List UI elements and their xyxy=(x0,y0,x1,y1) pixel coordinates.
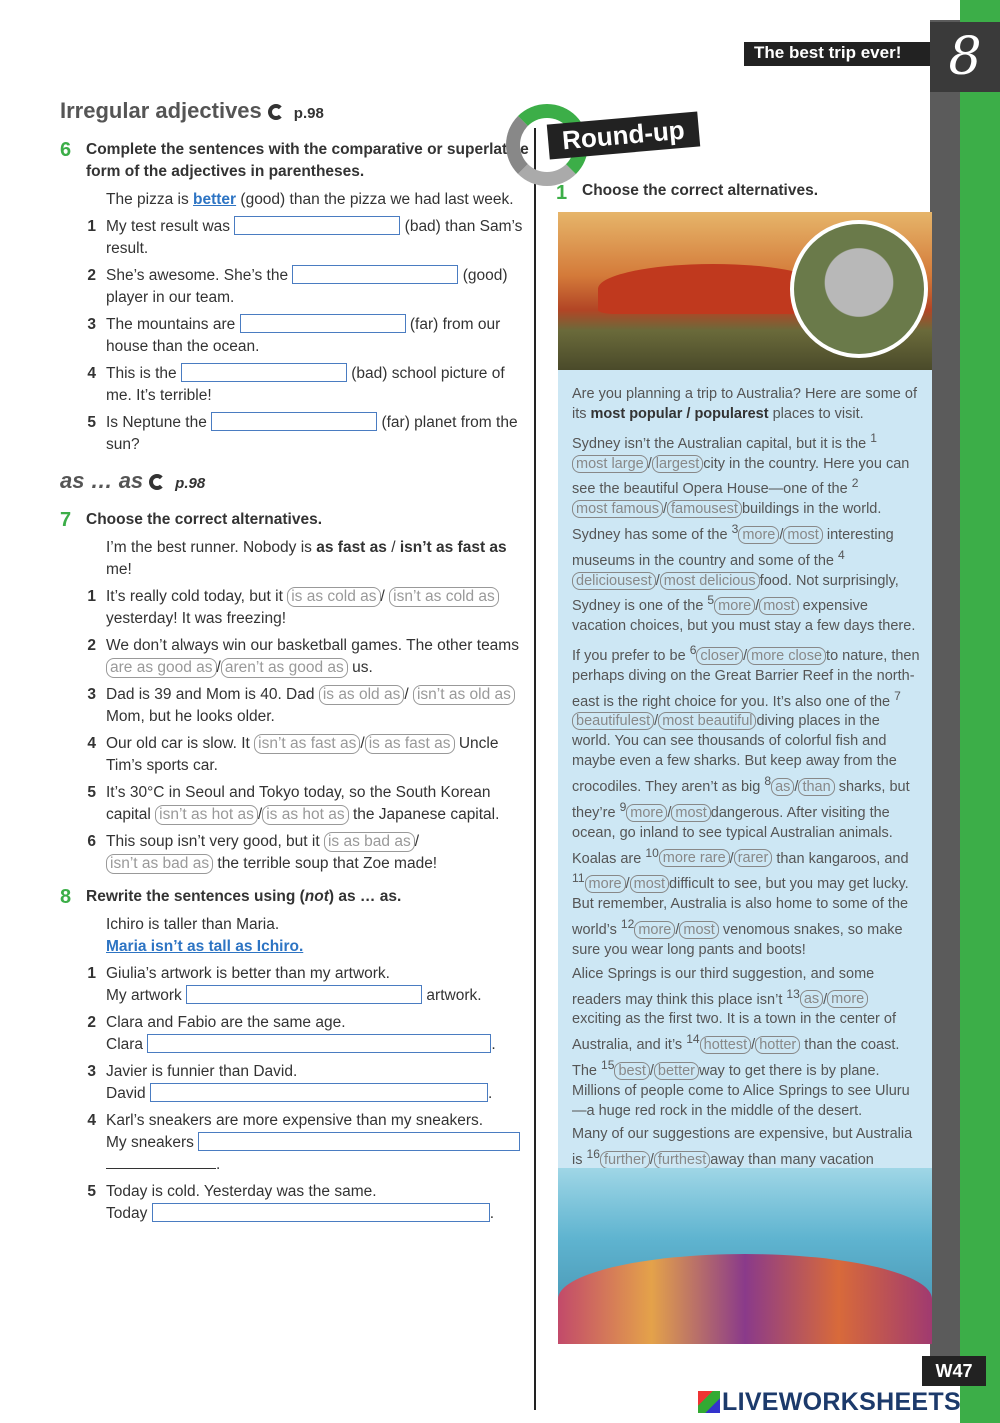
option[interactable]: closer xyxy=(696,647,743,665)
example-item: Ichiro is taller than Maria. Maria isn’t as tall as Ichiro. xyxy=(106,916,304,955)
paragraph-reef: If you prefer to be $^6$ closer / more close to nature, then perhaps diving on the Great Barrier Reef in the north-east is the right choice for you. It’s also one of the $^7$beautifulest / most beautiful diving places in the world. You can see thousands of colorful fish and maybe even a few sharks. But keep away from the crocodiles. They aren’t as big $^8$ as / than sharks, but they’re $^9$ more / most dangerous. After visiting the ocean, go inland to see typical Australian animals. Koalas are $^{10}$ more rare / rarer than kangaroos, and $^{11}$ more / most difficult to see, but you may get lucky. But remember, Australia is also home to some of the world’s $^{12}$ more / most venomous snakes, so make sure you wear long pants and boots! xyxy=(572,643,920,958)
option[interactable]: more xyxy=(714,597,755,615)
unit-title: The best trip ever! xyxy=(744,42,930,66)
option[interactable]: most xyxy=(671,804,710,822)
option[interactable]: largest xyxy=(652,455,704,473)
answer-box[interactable] xyxy=(186,985,422,1004)
option-b[interactable]: isn’t as cold as xyxy=(389,587,499,607)
reference-icon xyxy=(268,104,284,120)
option[interactable]: most famous xyxy=(572,500,663,518)
answer-box[interactable] xyxy=(181,363,347,382)
answer-box[interactable] xyxy=(292,265,458,284)
example-item: The pizza is better (good) than the pizza we had last week. xyxy=(106,191,514,208)
ex6-item-2: 2 She’s awesome. She’s the (good) player in our team. xyxy=(87,267,508,306)
option[interactable]: more rare xyxy=(659,849,730,867)
ex7-item-6: 6 This soup isn’t very good, but it is as bad as / isn’t as bad as the terrible soup that Zoe made! xyxy=(87,833,438,872)
roundup-title: Round-up xyxy=(547,111,700,159)
answer-box[interactable] xyxy=(198,1132,520,1151)
green-edge-strip xyxy=(960,0,1000,1423)
paragraph-conclusion: Many of our suggestions are expensive, but Australia is $^{16}$ further / furthest away than many vacation xyxy=(572,1126,913,1169)
page-ref: p.98 xyxy=(293,105,324,122)
column-divider xyxy=(534,128,536,1410)
exercise-number: 8 xyxy=(60,886,72,908)
exercise-number: 7 xyxy=(60,509,72,531)
ex6-item-1: 1 My test result was (bad) than Sam’s result. xyxy=(87,218,523,257)
ex7-item-4: 4 Our old car is slow. It isn’t as fast as / is as fast as Uncle Tim’s sports car. xyxy=(87,735,499,774)
option[interactable]: more xyxy=(827,990,868,1008)
option[interactable]: rarer xyxy=(734,849,773,867)
section-title-text: as … as xyxy=(60,468,144,493)
exercise-8-instructions xyxy=(60,886,530,908)
option[interactable]: more close xyxy=(747,647,826,665)
page-ref: p.98 xyxy=(175,475,206,492)
option-a[interactable]: are as good as xyxy=(106,658,217,678)
option-b[interactable]: isn’t as old as xyxy=(413,685,515,705)
instructions: Complete the sentences with the comparative or superlative form of the adjectives in parentheses. xyxy=(86,141,529,180)
left-column xyxy=(60,100,530,1230)
paragraph-alice-springs: Alice Springs is our third suggestion, and some readers may think this place isn’t $^{13}$ as / more exciting as the first two. It is a town in the center of Australia, and it’s $^{14}$ hottest / hotter than the coast. The $^{15}$ best / better way to get there is by plane. Millions of people come to Alice Springs to see Uluru—a huge red rock in the middle of the desert. xyxy=(572,965,910,1119)
option-a[interactable]: is as cold as xyxy=(287,587,380,607)
intro-paragraph: Are you planning a trip to Australia? Here are some of its most popular / popularest places to visit. xyxy=(572,386,917,422)
option[interactable]: more xyxy=(585,875,626,893)
option[interactable]: famousest xyxy=(667,500,742,518)
uluru-koala-photo xyxy=(558,212,932,370)
edge-strip xyxy=(930,20,962,1380)
ex8-item-3: 3 Javier is funnier than David. David . xyxy=(87,1063,493,1102)
option-b[interactable]: is as fast as xyxy=(365,734,455,754)
option-a[interactable]: is as bad as xyxy=(324,832,415,852)
option[interactable]: as xyxy=(800,990,823,1008)
option[interactable]: most xyxy=(630,875,669,893)
answer-box[interactable] xyxy=(240,314,406,333)
answer-box[interactable] xyxy=(211,412,377,431)
ex8-item-1: 1 Giulia’s artwork is better than my artwork. My artwork artwork. xyxy=(87,965,482,1004)
option-a[interactable]: isn’t as hot as xyxy=(155,805,258,825)
example-item: I’m the best runner. Nobody is as fast as / isn’t as fast as me! xyxy=(106,539,507,578)
answer-box[interactable] xyxy=(234,216,400,235)
option[interactable]: better xyxy=(654,1062,699,1080)
ex6-item-5: 5 Is Neptune the (far) planet from the sun? xyxy=(87,414,518,453)
option[interactable]: more xyxy=(738,526,779,544)
koala-inset-photo xyxy=(790,220,928,358)
option[interactable]: hotter xyxy=(755,1036,800,1054)
option[interactable]: deliciousest xyxy=(572,572,656,590)
option-b[interactable]: aren’t as good as xyxy=(221,658,348,678)
option[interactable]: furthest xyxy=(654,1151,710,1169)
ex8-item-2: 2 Clara and Fabio are the same age. Clara . xyxy=(87,1014,496,1053)
answer-box[interactable] xyxy=(152,1203,490,1222)
reference-icon xyxy=(149,474,165,490)
instructions: Choose the correct alternatives. xyxy=(86,511,323,528)
ex7-item-1: 1 It’s really cold today, but it is as cold as / isn’t as cold as yesterday! It was freezing! xyxy=(60,586,530,630)
section-title-text: Irregular adjectives xyxy=(60,98,262,123)
example-answer: better xyxy=(193,191,237,208)
option[interactable]: hottest xyxy=(700,1036,752,1054)
answer-box[interactable] xyxy=(150,1083,488,1102)
ex6-item-3: 3 The mountains are (far) from our house than the ocean. xyxy=(87,316,501,355)
option-a[interactable]: is as old as xyxy=(319,685,405,705)
coral-reef-photo xyxy=(558,1168,932,1344)
ex8-item-4: 4 Karl’s sneakers are more expensive than my sneakers. My sneakers . xyxy=(60,1110,530,1176)
page-number: W47 xyxy=(922,1356,986,1386)
section-as-as xyxy=(60,470,530,495)
option[interactable]: most xyxy=(759,597,798,615)
option[interactable]: further xyxy=(600,1151,650,1169)
option[interactable]: most xyxy=(783,526,822,544)
option[interactable]: most xyxy=(679,921,718,939)
ex7-item-3: 3 Dad is 39 and Mom is 40. Dad is as old as / isn’t as old as Mom, but he looks older. xyxy=(60,684,530,728)
exercise-number: 1 xyxy=(556,182,568,204)
section-irregular-adjectives xyxy=(60,100,530,125)
option[interactable]: than xyxy=(798,778,834,796)
instructions: Rewrite the sentences using (not) as … as. xyxy=(86,888,402,905)
option[interactable]: more xyxy=(626,804,667,822)
ex6-item-4: 4 This is the (bad) school picture of me. It’s terrible! xyxy=(87,365,505,404)
option[interactable]: most delicious xyxy=(660,572,760,590)
option[interactable]: more xyxy=(634,921,675,939)
exercise-number: 6 xyxy=(60,139,72,161)
option[interactable]: most large xyxy=(572,455,648,473)
option-b[interactable]: isn’t as bad as xyxy=(106,854,213,874)
option[interactable]: most beautiful xyxy=(658,712,756,730)
exercise-7-instructions xyxy=(60,509,530,531)
exercise-6-instructions xyxy=(60,139,530,183)
ex8-item-5: 5 Today is cold. Yesterday was the same. Today . xyxy=(87,1183,494,1222)
ex7-item-5: 5 It’s 30°C in Seoul and Tokyo today, so the South Korean capital isn’t as hot as / is as hot as the Japanese capital. xyxy=(87,784,500,823)
option-b[interactable]: is as hot as xyxy=(262,805,348,825)
paragraph-sydney: Sydney isn’t the Australian capital, but it is the $^1$most large / largest city in the country. Here you can see the beautiful Opera House—one of the $^2$most famous / famousest buildings in the world. Sydney has some of the $^3$ more / most interesting museums in the country and some of the $^4$deliciousest / most delicious food. Not surprisingly, Sydney is one of the $^5$ more / most expensive vacation choices, but you must stay a few days there. xyxy=(572,430,916,635)
logo-icon xyxy=(698,1391,720,1413)
roundup-instructions: 1 Choose the correct alternatives. xyxy=(556,182,819,204)
option-a[interactable]: isn’t as fast as xyxy=(254,734,360,754)
unit-number: 8 xyxy=(930,22,1000,92)
option[interactable]: beautifulest xyxy=(572,712,654,730)
option[interactable]: best xyxy=(614,1062,649,1080)
example-answer: Maria isn’t as tall as Ichiro. xyxy=(106,938,304,955)
option[interactable]: as xyxy=(771,778,794,796)
liveworksheets-logo: LIVEWORKSHEETS xyxy=(698,1388,961,1417)
ex7-item-2: 2 We don’t always win our basketball games. The other teams are as good as / aren’t as good as us. xyxy=(87,637,519,676)
coral-shape xyxy=(558,1254,932,1344)
answer-box[interactable] xyxy=(147,1034,491,1053)
